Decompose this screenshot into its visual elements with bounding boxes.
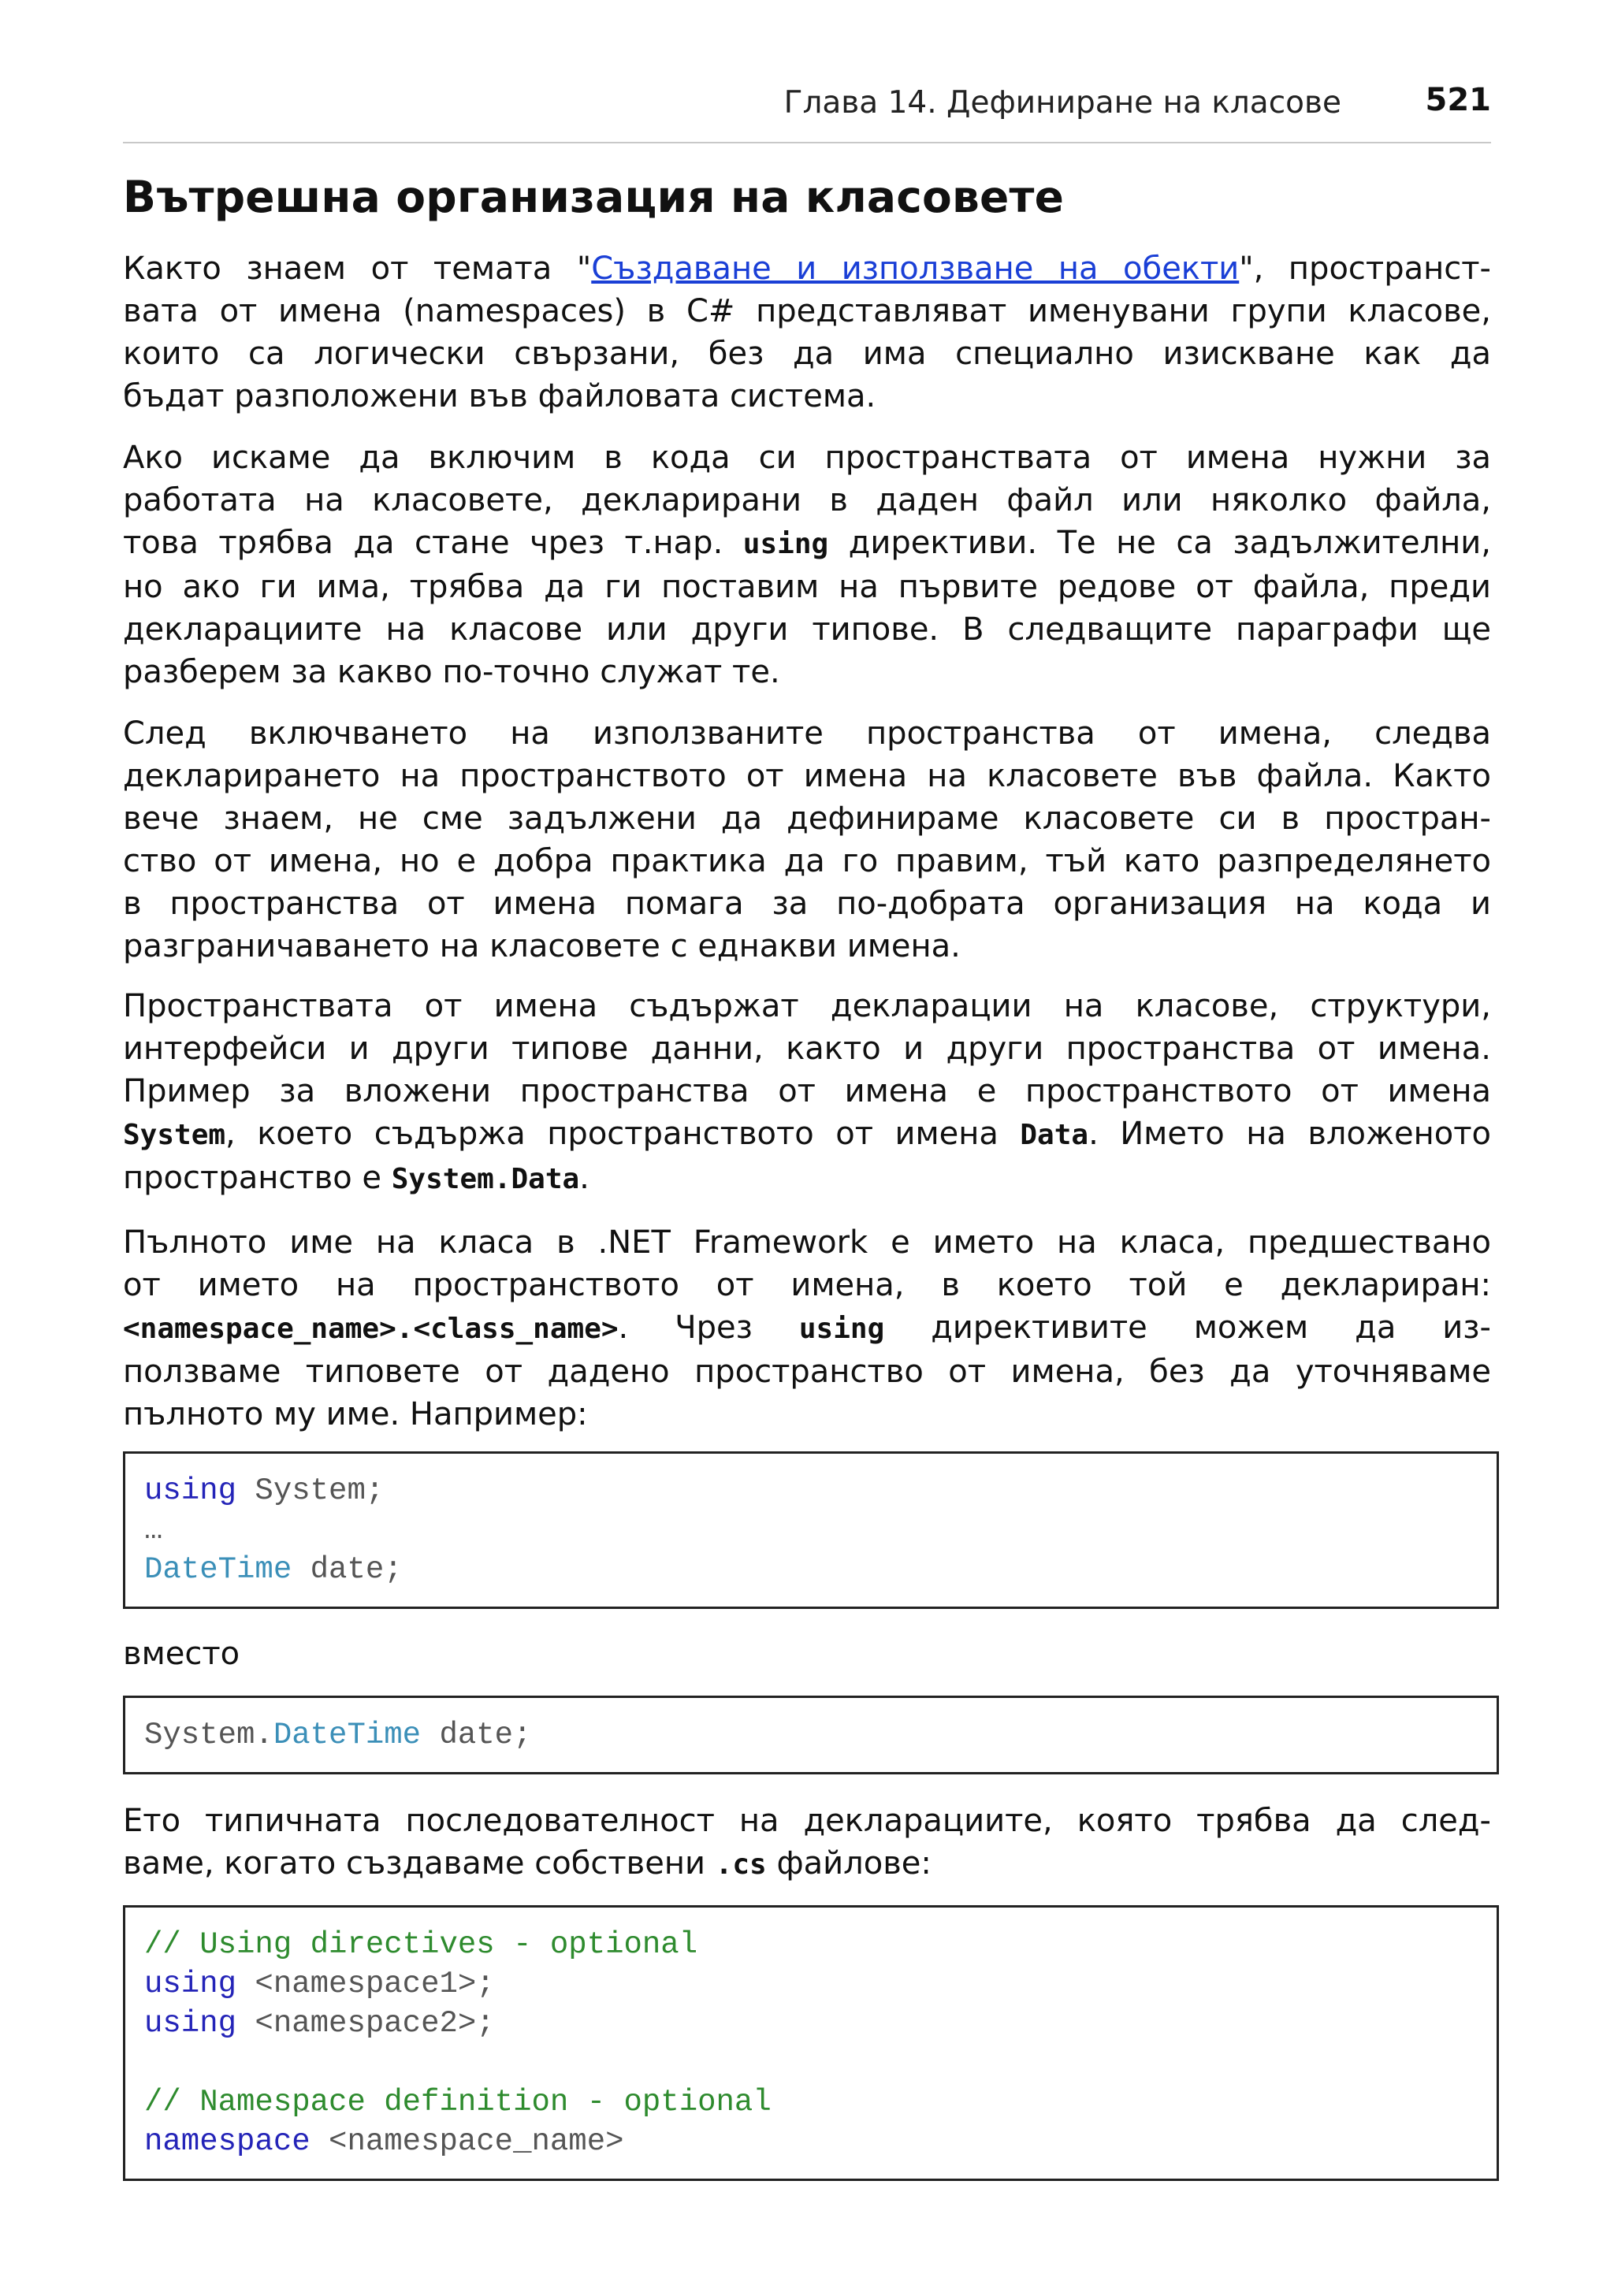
code-block-full-name: System.DateTime date; [123,1696,1499,1774]
between-text: вместо [123,1636,240,1672]
code-block-file-structure: // Using directives - optional using <namespace1>; using <namespace2>; // Namespace definition - optional namespace <namespace_name> [123,1905,1499,2181]
paragraph-6: Ето типичната последователност на декларациите, която трябва да след- ваме, когато създаваме собствени .cs файлове: [123,1803,1491,1882]
running-header [123,79,1491,143]
inline-code-system: System [123,1119,226,1151]
section-title: Вътрешна организация на класовете [123,172,1065,222]
inline-code-system-data: System.Data [391,1163,580,1195]
page-number: 521 [1425,82,1491,118]
paragraph-3: След включването на използваните пространства от имена, следва декларирането на пространството от имена на класовете във файла. Както вече знаем, не сме задължени да дефинираме класовете си в простран- ство от имена, но е добра практика да го правим, тъй като разпределянето в пространства от имена помага за по-добрата организация на кода и разграничаването на класовете с еднакви имена. [123,715,1491,964]
inline-code-using-2: using [798,1313,885,1345]
inline-code-full-name: <namespace_name>.<class_name> [123,1313,619,1345]
chapter-title: Глава 14. Дефиниране на класове [783,85,1341,121]
paragraph-5: Пълното име на класа в .NET Framework е името на класа, предшествано от името на пространството от имена, в което той е деклариран: <namespace_name>.<class_name>. Чрез using директивите можем да из- ползваме типовете от дадено пространство от имена, без да уточняваме пълното му име. Например: [123,1224,1491,1432]
paragraph-4: Пространствата от имена съдържат декларации на класове, структури, интерфейси и други типове данни, както и други пространства от имена. Пример за вложени пространства от имена е пространството от имена System, което съдържа пространството от имена Data. Името на вложеното пространство е System.Data. [123,988,1491,1196]
inline-code-cs: .cs [715,1848,767,1881]
inline-code-data: Data [1020,1119,1089,1151]
topic-link[interactable]: Създаване и използване на обекти [591,251,1240,287]
paragraph-1: Както знаем от темата "Създаване и използване на обекти", пространст- вата от имена (namespaces) в C# представляват именувани групи класове, които са логически свързани, без да има специално изискване как да бъдат разположени във файловата система. [123,251,1491,414]
code-block-using-system: using System; … DateTime date; [123,1451,1499,1609]
inline-code-using: using [742,528,829,560]
paragraph-2: Ако искаме да включим в кода си пространствата от имена нужни за работата на класовете, декларирани в даден файл или няколко файла, това трябва да стане чрез т.нар. using директиви. Те не са задължителни, но ако ги има, трябва да ги поставим на първите редове от файла, преди декларациите на класове или други типове. В следващите параграфи ще разберем за какво по-точно служат те. [123,440,1492,690]
